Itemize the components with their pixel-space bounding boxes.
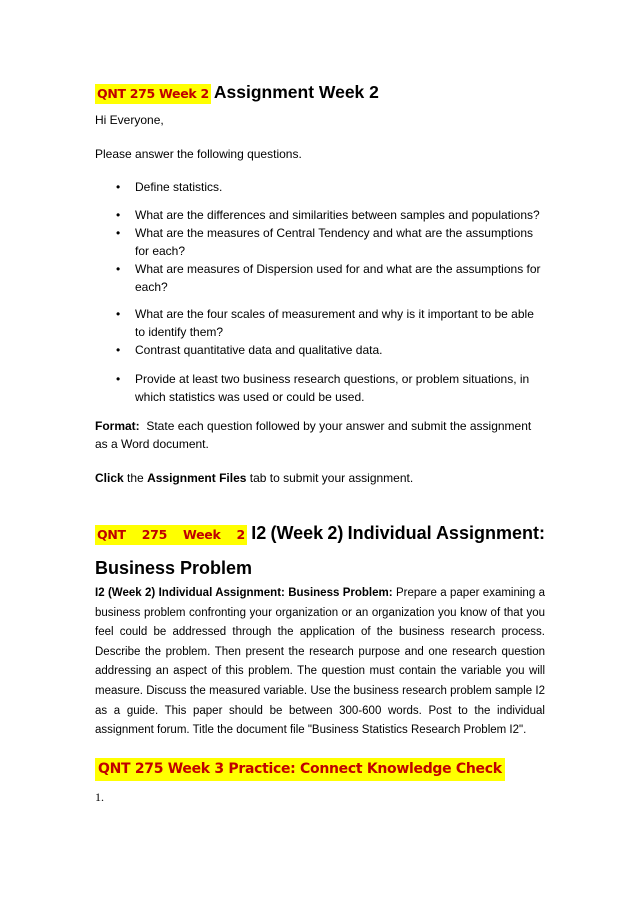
bullet-icon: • — [116, 180, 121, 194]
greeting: Hi Everyone, — [95, 113, 164, 127]
section1-title: Assignment Week 2 — [213, 82, 379, 102]
section2-title-word: 2) — [327, 523, 344, 543]
section2-title-word: Individual — [347, 523, 432, 543]
list-item: • Contrast quantitative data and qualitative data. — [116, 343, 383, 357]
click-mid-text: the — [127, 471, 144, 485]
list-item: • What are measures of Dispersion used for and what are the assumptions for each? — [116, 262, 541, 294]
list-item: • What are the measures of Central Tendency and what are the assumptions for each? — [116, 226, 533, 258]
bullet-icon: • — [116, 208, 121, 222]
format-label: Format: — [95, 419, 140, 433]
list-item: • What are the four scales of measurement and why is it important to be able to identify them? — [116, 307, 534, 339]
section1-heading — [95, 82, 379, 103]
format-text: State each question followed by your answer and submit the assignment as a Word document. — [95, 419, 532, 451]
item-number: 1. — [95, 790, 104, 804]
click-label: Click — [95, 471, 124, 485]
bullet-icon: • — [116, 262, 121, 276]
question-list-b — [95, 206, 545, 296]
bullet-icon: • — [116, 307, 121, 321]
section2-tag: QNT 275 Week 2 — [95, 525, 247, 545]
bullet-icon: • — [116, 372, 121, 386]
assignment-files-label: Assignment Files — [147, 471, 247, 485]
intro-text: Please answer the following questions. — [95, 147, 302, 161]
section2-title-word: Assignment: — [435, 523, 545, 543]
section2-body — [95, 584, 545, 741]
bullet-icon: • — [116, 226, 121, 240]
section2-title-word: (Week — [270, 523, 324, 543]
section3-heading — [95, 760, 505, 778]
bullet-icon: • — [116, 343, 121, 357]
section2-title-line2: Business Problem — [95, 558, 253, 578]
click-tail-text: tab to submit your assignment. — [249, 471, 414, 485]
question-list-a — [95, 178, 545, 196]
list-item: • Provide at least two business research questions, or problem situations, in which statistics was used or could be used. — [116, 372, 530, 404]
section2-title-word: I2 — [251, 523, 267, 543]
list-item: • What are the differences and similarities between samples and populations? — [116, 208, 540, 222]
section3-tag: QNT 275 Week 3 Practice: Connect Knowledge Check — [95, 758, 505, 781]
format-paragraph — [95, 417, 545, 453]
click-paragraph — [95, 469, 545, 487]
question-list-d — [95, 370, 545, 406]
list-item: • Define statistics. — [116, 180, 223, 194]
question-list-c — [95, 305, 545, 359]
section1-tag: QNT 275 Week 2 — [95, 84, 211, 104]
section2-heading — [95, 523, 545, 545]
section2-lead: I2 (Week 2) Individual Assignment: Business Problem: — [95, 587, 393, 599]
section2-body-text: Prepare a paper examining a business problem confronting your organization or an organization you know of that you feel could be addressed through the application of the business research process. Describe the problem. Then present the research purpose and one research question addressing an aspect of this problem. The question must contain the variable you will measure. Discuss the measured variable. Use the business research problem sample I2 as a guide. This paper should be between 300-600 words. Post to the individual assignment forum. Title the document file "Business Statistics Research Problem I2". — [95, 587, 545, 737]
